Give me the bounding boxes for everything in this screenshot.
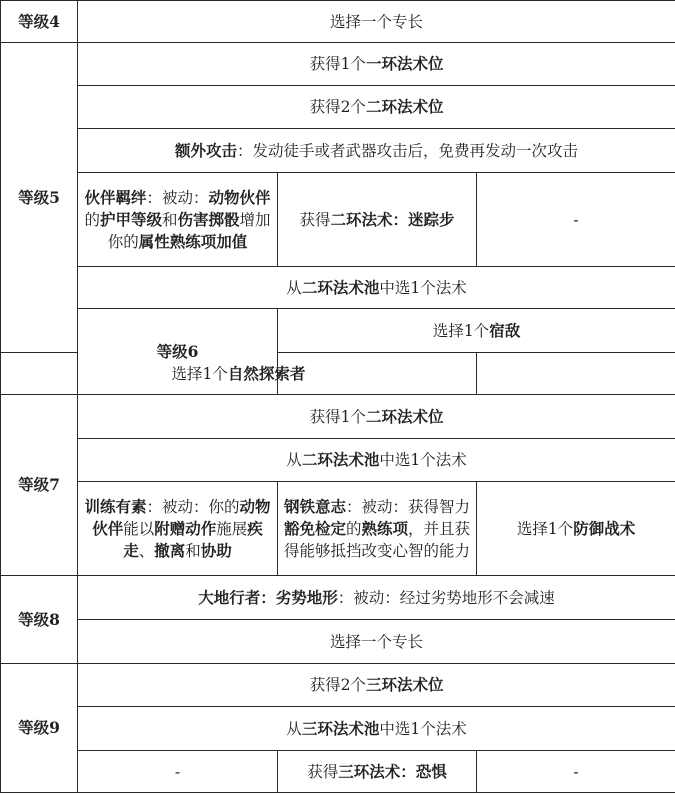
level8-land-stride: 大地行者：劣势地形：被动：经过劣势地形不会减速: [78, 576, 675, 620]
level7-well-trained: 训练有素：被动：你的动物伙伴能以附赠动作施展疾走、撤离和协助: [78, 482, 278, 576]
level5-empty-choice: -: [477, 173, 675, 267]
level5-spell-pool: 从二环法术池中选1个法术: [78, 267, 675, 309]
level-7-label: 等级7: [1, 395, 78, 576]
level9-row-slot: [1, 664, 675, 707]
level-5-label: 等级5: [1, 43, 78, 353]
level5-companion-bond: 伙伴羁绊：被动：动物伙伴的护甲等级和伤害掷骰增加你的属性熟练项加值: [78, 173, 278, 267]
level7-spell-slot: 获得1个二环法术位: [78, 395, 675, 439]
level9-empty-right: -: [477, 751, 675, 793]
level7-iron-will: 钢铁意志：被动：获得智力豁免检定的熟练项，并且获得能够抵挡改变心智的能力: [278, 482, 477, 576]
level7-row-pool: [1, 439, 675, 482]
level6-natural-explorer: 选择1个自然探索者: [1, 353, 477, 395]
level7-spell-pool: 从二环法术池中选1个法术: [78, 439, 675, 482]
level4-row: [1, 1, 675, 43]
level7-row-slot: [1, 395, 675, 439]
level8-specialty: 选择一个专长: [78, 620, 675, 664]
level-4-label: 等级4: [1, 1, 78, 43]
level5-row-slot2: [1, 86, 675, 129]
level5-extra-attack: 额外攻击：发动徒手或者武器攻击后，免费再发动一次攻击: [78, 129, 675, 173]
level8-row-land: [1, 576, 675, 620]
level9-empty-left: -: [78, 751, 278, 793]
level7-defensive-tactic: 选择1个防御战术: [477, 482, 675, 576]
level5-spell-slot-2: 获得2个二环法术位: [78, 86, 675, 129]
level6-row-explorer: [1, 353, 675, 395]
level-9-label: 等级9: [1, 664, 78, 793]
level5-row-extra-attack: [1, 129, 675, 173]
level-8-label: 等级8: [1, 576, 78, 664]
level9-row-pool: [1, 707, 675, 751]
level9-spell-pool: 从三环法术池中选1个法术: [78, 707, 675, 751]
level9-row-choices: [1, 751, 675, 793]
level6-favored-enemy: 选择1个宿敌: [278, 309, 675, 353]
level8-row-specialty: [1, 620, 675, 664]
level5-spell-slot-1: 获得1个一环法术位: [78, 43, 675, 86]
level4-specialty: 选择一个专长: [78, 1, 675, 43]
level9-fear-spell: 获得三环法术：恐惧: [278, 751, 477, 793]
level5-misty-step: 获得二环法术：迷踪步: [278, 173, 477, 267]
level5-row-slot1: [1, 43, 675, 86]
level6-row-enemy: [1, 309, 675, 353]
level7-row-choices: [1, 482, 675, 576]
level9-spell-slot: 获得2个三环法术位: [78, 664, 675, 707]
level5-row-pool: [1, 267, 675, 309]
level-6-label: 等级6: [78, 309, 278, 395]
level5-row-choices: [1, 173, 675, 267]
